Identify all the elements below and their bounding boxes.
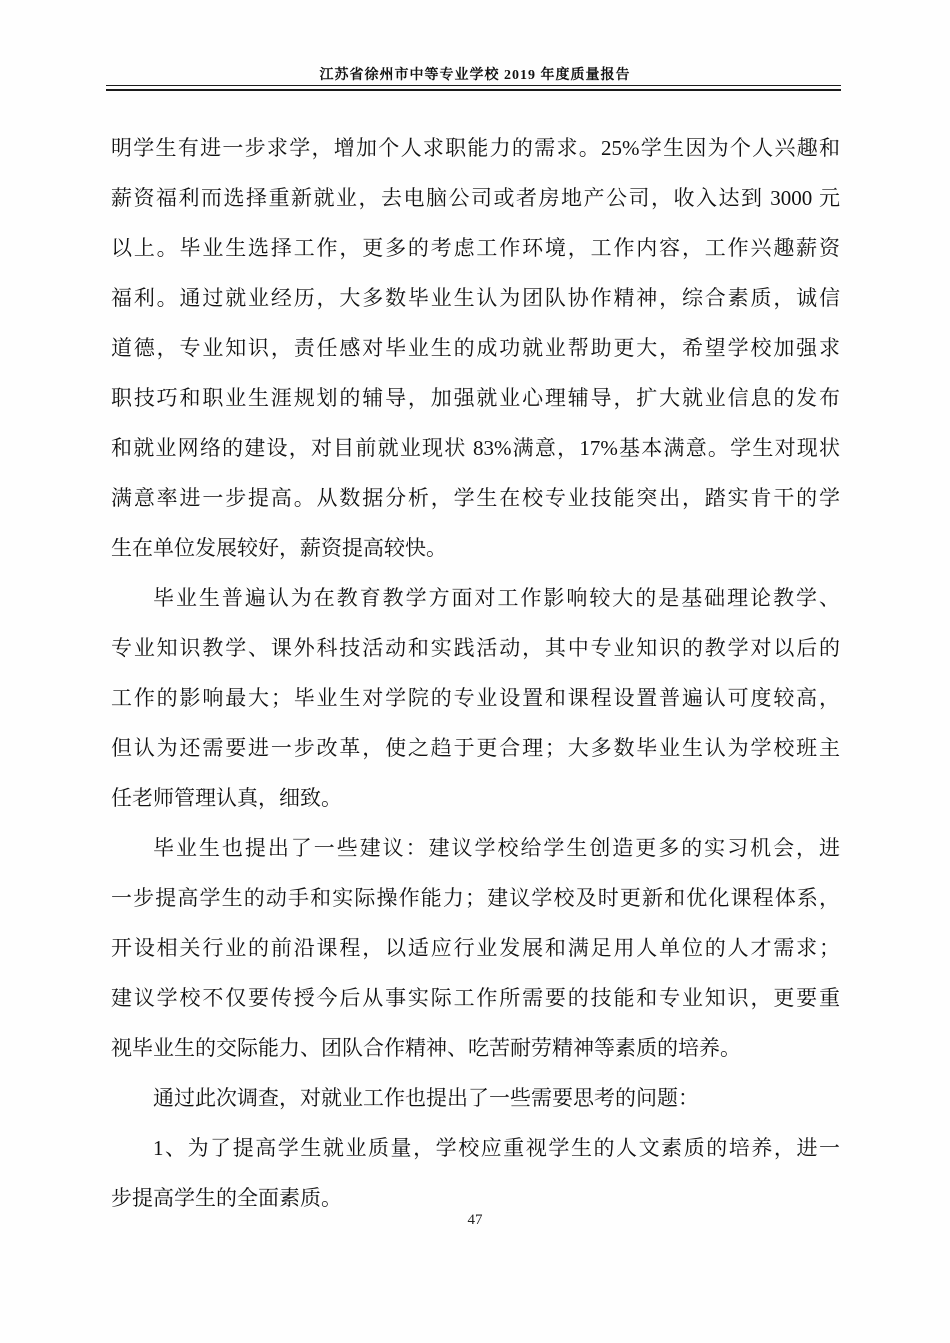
text-line: 步提高学生的全面素质。 xyxy=(111,1186,342,1210)
text-line: 毕业生普遍认为在教育教学方面对工作影响较大的是基础理论教学、 xyxy=(153,586,840,610)
text-line: 薪资福利而选择重新就业，去电脑公司或者房地产公司，收入达到 3000 元 xyxy=(111,186,840,210)
text-line: 但认为还需要进一步改革，使之趋于更合理；大多数毕业生认为学校班主 xyxy=(111,736,840,760)
text-line: 道德，专业知识，责任感对毕业生的成功就业帮助更大，希望学校加强求 xyxy=(111,336,840,360)
text-line: 毕业生也提出了一些建议：建议学校给学生创造更多的实习机会，进 xyxy=(153,836,840,860)
text-line: 专业知识教学、课外科技活动和实践活动，其中专业知识的教学对以后的 xyxy=(111,636,840,660)
text-line: 福利。通过就业经历，大多数毕业生认为团队协作精神，综合素质，诚信 xyxy=(111,286,840,310)
text-line: 明学生有进一步求学，增加个人求职能力的需求。25%学生因为个人兴趣和 xyxy=(111,136,840,160)
paragraph xyxy=(111,823,840,1073)
paragraph xyxy=(111,1123,840,1223)
text-line: 职技巧和职业生涯规划的辅导，加强就业心理辅导，扩大就业信息的发布 xyxy=(111,386,840,410)
paragraph xyxy=(111,123,840,573)
text-line: 通过此次调查，对就业工作也提出了一些需要思考的问题： xyxy=(153,1086,699,1110)
text-line: 一步提高学生的动手和实际操作能力；建议学校及时更新和优化课程体系， xyxy=(111,886,840,910)
text-line: 开设相关行业的前沿课程，以适应行业发展和满足用人单位的人才需求； xyxy=(111,936,840,960)
text-line: 视毕业生的交际能力、团队合作精神、吃苦耐劳精神等素质的培养。 xyxy=(111,1036,741,1060)
page-number: 47 xyxy=(467,1212,483,1228)
text-line: 任老师管理认真，细致。 xyxy=(111,786,342,810)
text-line: 生在单位发展较好，薪资提高较快。 xyxy=(111,536,447,560)
text-line: 满意率进一步提高。从数据分析，学生在校专业技能突出，踏实肯干的学 xyxy=(111,486,840,510)
text-line: 以上。毕业生选择工作，更多的考虑工作环境，工作内容，工作兴趣薪资 xyxy=(111,236,840,260)
document-body xyxy=(111,123,840,1223)
text-line: 建议学校不仅要传授今后从事实际工作所需要的技能和专业知识，更要重 xyxy=(111,986,840,1010)
text-line: 工作的影响最大；毕业生对学院的专业设置和课程设置普遍认可度较高， xyxy=(111,686,840,710)
header-title: 江苏省徐州市中等专业学校 2019 年度质量报告 xyxy=(319,68,631,83)
paragraph xyxy=(111,1073,840,1123)
paragraph xyxy=(111,573,840,823)
header-rule xyxy=(106,85,841,91)
text-line: 和就业网络的建设，对目前就业现状 83%满意，17%基本满意。学生对现状 xyxy=(111,436,840,460)
text-line: 1、为了提高学生就业质量，学校应重视学生的人文素质的培养，进一 xyxy=(153,1136,840,1160)
